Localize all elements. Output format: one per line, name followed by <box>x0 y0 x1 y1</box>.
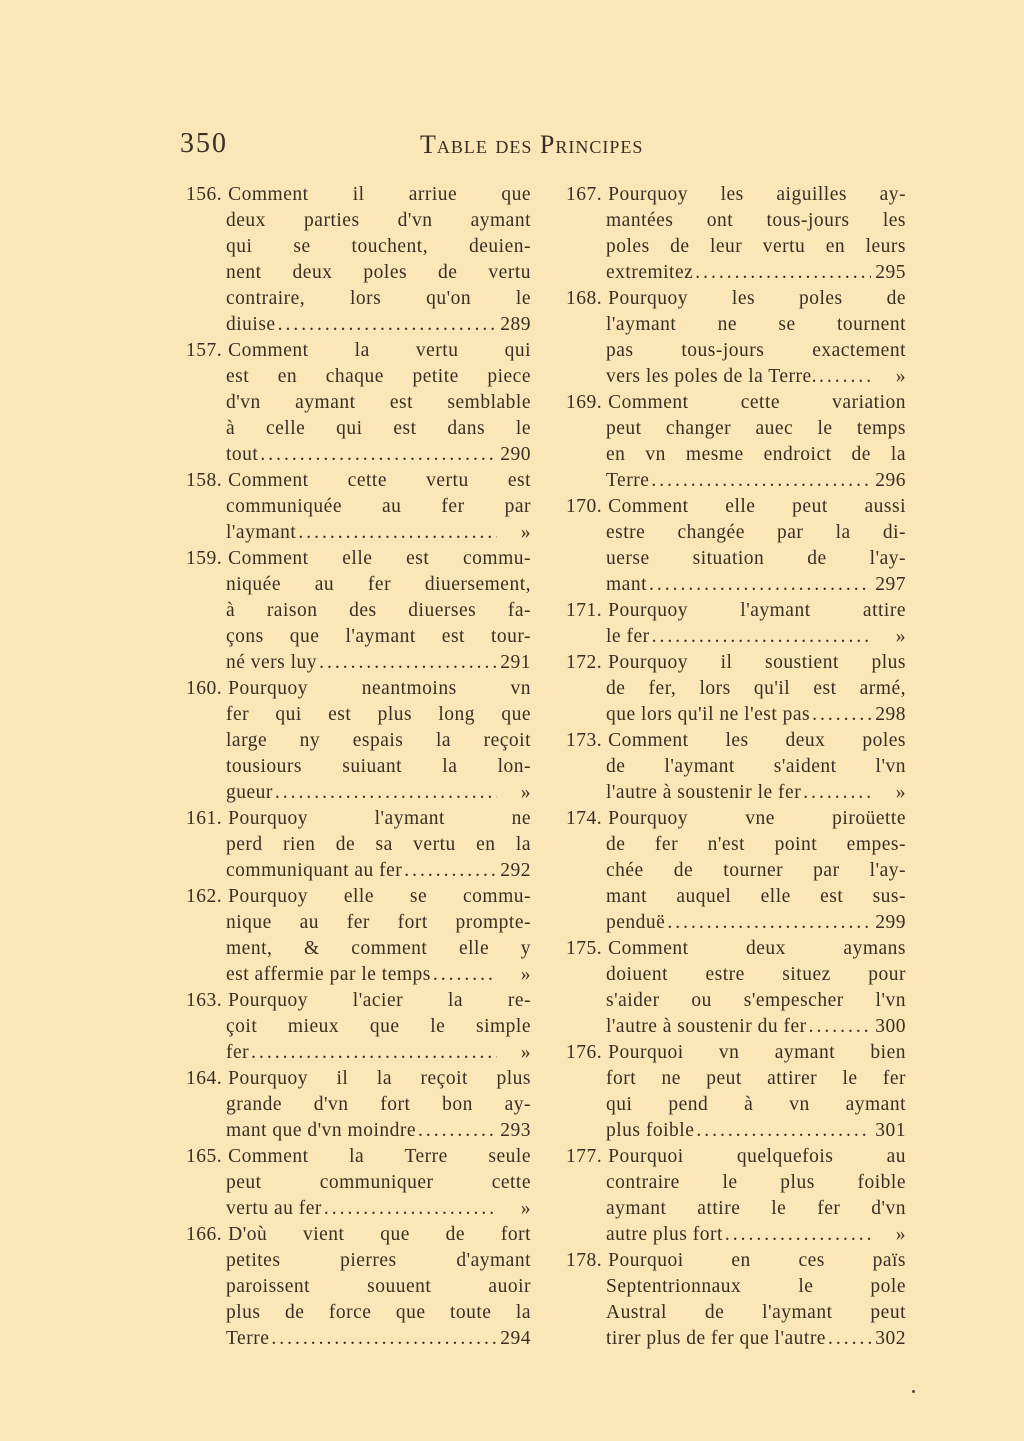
toc-entry-text: mant <box>606 574 647 595</box>
dot-leader <box>319 650 496 676</box>
toc-entry-line <box>186 728 531 754</box>
toc-page-ref: » <box>520 522 531 543</box>
toc-entry-line <box>186 1040 531 1066</box>
toc-entry-number: 171. <box>566 600 603 621</box>
dot-leader <box>828 1326 871 1352</box>
toc-entry-text: Pourquoi vn aymant bien <box>608 1042 906 1063</box>
toc-entry-line <box>186 494 531 520</box>
toc-entry-text: l'autre à soustenir le fer <box>606 782 802 803</box>
toc-entry <box>186 676 531 806</box>
toc-entry-text: qui se touchent, deuien- <box>226 236 531 257</box>
toc-entry-text: Pourquoy l'aymant ne <box>228 808 531 829</box>
toc-entry-line <box>566 1170 906 1196</box>
dot-leader <box>251 1040 497 1066</box>
toc-entry <box>186 182 531 338</box>
toc-page-ref: 298 <box>875 704 906 725</box>
toc-entry-number: 178. <box>566 1250 603 1271</box>
page-header <box>180 128 900 168</box>
toc-entry-line <box>566 1066 906 1092</box>
toc-entry-text: contraire le plus foible <box>606 1172 906 1193</box>
toc-page-ref: 295 <box>875 262 906 283</box>
toc-entry-line <box>186 1066 531 1092</box>
toc-entry-text: Comment cette variation <box>608 392 906 413</box>
toc-entry-text: ment, & comment elle y <box>226 938 531 959</box>
toc-entry-text: l'aymant ne se tournent <box>606 314 906 335</box>
toc-entry-line <box>566 858 906 884</box>
toc-entry-text: Pourquoy l'aymant attire <box>608 600 906 621</box>
toc-entry <box>186 1144 531 1222</box>
toc-entry-text: large ny espais la reçoit <box>226 730 531 751</box>
toc-page-ref: 296 <box>875 470 906 491</box>
toc-column-left <box>186 182 531 1352</box>
toc-entry-text: en vn mesme endroict de la <box>606 444 906 465</box>
toc-page-ref: 302 <box>875 1328 906 1349</box>
toc-entry-number: 170. <box>566 496 603 517</box>
toc-entry <box>566 494 906 598</box>
toc-entry-line <box>186 962 531 988</box>
dot-leader <box>695 260 871 286</box>
toc-entry <box>566 286 906 390</box>
toc-entry-text: nent deux poles de vertu <box>226 262 531 283</box>
toc-entry-text: est en chaque petite piece <box>226 366 531 387</box>
toc-entry-line <box>566 234 906 260</box>
toc-entry-line <box>186 1248 531 1274</box>
toc-entry-text: Comment deux aymans <box>608 938 906 959</box>
toc-entry-line <box>186 936 531 962</box>
toc-page-ref: » <box>520 1042 531 1063</box>
toc-entry-text: uerse situation de l'ay- <box>606 548 906 569</box>
toc-entry-line <box>186 442 531 468</box>
toc-entry-text: niquée au fer diuersement, <box>226 574 531 595</box>
dot-leader <box>278 312 497 338</box>
toc-entry-line <box>566 312 906 338</box>
toc-entry-line <box>186 1300 531 1326</box>
toc-entry-text: deux parties d'vn aymant <box>226 210 531 231</box>
toc-entry-text: çons que l'aymant est tour- <box>226 626 531 647</box>
toc-entry-number: 173. <box>566 730 603 751</box>
toc-entry-text: Pourquoy l'acier la re- <box>228 990 531 1011</box>
page-speck <box>912 1390 915 1393</box>
toc-entry-line <box>566 598 906 624</box>
toc-entry-line <box>186 260 531 286</box>
toc-entry <box>566 390 906 494</box>
dot-leader <box>696 1118 871 1144</box>
toc-entry-text: chée de tourner par l'ay- <box>606 860 906 881</box>
toc-entry-text: Comment il arriue que <box>228 184 531 205</box>
toc-entry-line <box>186 624 531 650</box>
toc-entry-line <box>566 1326 906 1352</box>
dot-leader <box>433 962 497 988</box>
toc-entry-line <box>186 1274 531 1300</box>
toc-entry-number: 157. <box>186 340 223 361</box>
toc-entry-line <box>566 936 906 962</box>
toc-entry-line <box>566 1040 906 1066</box>
toc-entry-text: tousiours suiuant la lon- <box>226 756 531 777</box>
toc-entry-number: 168. <box>566 288 603 309</box>
dot-leader <box>418 1118 496 1144</box>
toc-entry-line <box>566 676 906 702</box>
toc-entry <box>566 728 906 806</box>
toc-entry-number: 162. <box>186 886 223 907</box>
toc-entry-line <box>566 260 906 286</box>
toc-entry-text: doiuent estre situez pour <box>606 964 906 985</box>
dot-leader <box>298 520 497 546</box>
toc-entry-text: Pourquoy elle se commu- <box>228 886 531 907</box>
toc-entry <box>566 1144 906 1248</box>
toc-entry-line <box>566 520 906 546</box>
toc-entry-text: Septentrionnaux le pole <box>606 1276 906 1297</box>
toc-entry-line <box>186 286 531 312</box>
toc-entry-line <box>566 1144 906 1170</box>
toc-entry-text: pas tous-jours exactement <box>606 340 906 361</box>
toc-entry-text: Terre <box>606 470 650 491</box>
toc-entry-line <box>186 338 531 364</box>
toc-entry-text: l'aymant <box>226 522 297 543</box>
toc-page-ref: » <box>520 1198 531 1219</box>
running-title: Table des Principes <box>420 130 644 159</box>
toc-entry <box>186 806 531 884</box>
toc-entry-number: 158. <box>186 470 223 491</box>
toc-entry <box>566 806 906 936</box>
toc-entry-text: plus de force que toute la <box>226 1302 531 1323</box>
toc-entry-line <box>186 1144 531 1170</box>
toc-entry-text: contraire, lors qu'on le <box>226 288 531 309</box>
toc-entry-line <box>186 598 531 624</box>
toc-entry-line <box>186 208 531 234</box>
toc-entry-line <box>186 1092 531 1118</box>
toc-entry-line <box>566 754 906 780</box>
toc-entry-line <box>566 780 906 806</box>
toc-entry-text: Comment elle peut aussi <box>608 496 906 517</box>
toc-entry-number: 177. <box>566 1146 603 1167</box>
dot-leader <box>404 858 496 884</box>
toc-entry-line <box>566 624 906 650</box>
toc-entry-line <box>566 728 906 754</box>
toc-entry <box>186 1222 531 1352</box>
toc-page-ref: 294 <box>500 1328 531 1349</box>
toc-entry-text: D'où vient que de fort <box>228 1224 531 1245</box>
toc-entry-text: que lors qu'il ne l'est pas <box>606 704 811 725</box>
toc-page-ref: 292 <box>500 860 531 881</box>
dot-leader <box>649 572 871 598</box>
toc-entry-line <box>566 1274 906 1300</box>
toc-entry-number: 174. <box>566 808 603 829</box>
toc-entry <box>186 468 531 546</box>
toc-entry-text: Comment elle est commu- <box>228 548 531 569</box>
dot-leader <box>271 1326 496 1352</box>
toc-entry-number: 167. <box>566 184 603 205</box>
toc-entry-text: Austral de l'aymant peut <box>606 1302 906 1323</box>
toc-entry-text: extremitez <box>606 262 694 283</box>
toc-entry-line <box>566 832 906 858</box>
toc-entry <box>186 988 531 1066</box>
toc-entry-text: estre changée par la di- <box>606 522 906 543</box>
toc-entry-line <box>186 312 531 338</box>
toc-entry <box>186 1066 531 1144</box>
toc-column-right <box>566 182 906 1352</box>
toc-page-ref: 290 <box>500 444 531 465</box>
toc-entry-text: est affermie par le temps <box>226 964 431 985</box>
toc-entry-line <box>186 1170 531 1196</box>
toc-entry-text: Terre <box>226 1328 270 1349</box>
dot-leader <box>725 1222 872 1248</box>
dot-leader <box>651 468 871 494</box>
toc-entry-line <box>186 182 531 208</box>
dot-leader <box>275 780 497 806</box>
toc-page-ref: 293 <box>500 1120 531 1141</box>
toc-entry-number: 172. <box>566 652 603 673</box>
toc-entry-line <box>186 1014 531 1040</box>
toc-entry-text: Pourquoy les aiguilles ay- <box>608 184 906 205</box>
toc-entry-text: peut communiquer cette <box>226 1172 531 1193</box>
toc-page-ref: » <box>895 626 906 647</box>
toc-entry-line <box>186 416 531 442</box>
toc-entry-line <box>566 1092 906 1118</box>
toc-entry-text: Pourquoy il la reçoit plus <box>228 1068 531 1089</box>
toc-entry-text: diuise <box>226 314 276 335</box>
toc-entry-text: vers les poles de la Terre. <box>606 366 818 387</box>
toc-entry-number: 175. <box>566 938 603 959</box>
toc-entry-line <box>566 1196 906 1222</box>
toc-entry <box>566 1040 906 1144</box>
toc-entry-text: fer qui est plus long que <box>226 704 531 725</box>
dot-leader <box>260 442 496 468</box>
toc-page-ref: » <box>895 366 906 387</box>
toc-entry-text: né vers luy <box>226 652 318 673</box>
toc-entry-number: 165. <box>186 1146 223 1167</box>
toc-entry-number: 176. <box>566 1042 603 1063</box>
toc-entry-number: 159. <box>186 548 223 569</box>
toc-entry-text: Comment cette vertu est <box>228 470 531 491</box>
toc-entry-line <box>186 858 531 884</box>
toc-entry-line <box>186 702 531 728</box>
toc-entry-text: le fer <box>606 626 650 647</box>
toc-entry-text: poles de leur vertu en leurs <box>606 236 906 257</box>
toc-entry-text: çoit mieux que le simple <box>226 1016 531 1037</box>
toc-entry-line <box>566 1014 906 1040</box>
toc-entry-line <box>566 1222 906 1248</box>
toc-entry-number: 156. <box>186 184 223 205</box>
toc-entry-line <box>186 832 531 858</box>
toc-entry-text: plus foible <box>606 1120 695 1141</box>
dot-leader <box>324 1196 497 1222</box>
toc-entry-text: qui pend à vn aymant <box>606 1094 906 1115</box>
toc-entry-line <box>186 390 531 416</box>
toc-entry-line <box>186 754 531 780</box>
toc-entry-number: 166. <box>186 1224 223 1245</box>
dot-leader <box>809 1014 872 1040</box>
toc-entry <box>566 650 906 728</box>
toc-entry-text: paroissent souuent auoir <box>226 1276 531 1297</box>
toc-entry <box>186 884 531 988</box>
toc-entry-text: Pourquoi en ces païs <box>608 1250 906 1271</box>
toc-entry-line <box>566 806 906 832</box>
toc-entry <box>186 338 531 468</box>
toc-entry-line <box>186 520 531 546</box>
toc-entry-text: Pourquoy vne piroüette <box>608 808 906 829</box>
toc-page-ref: 300 <box>875 1016 906 1037</box>
toc-entry-line <box>186 234 531 260</box>
toc-entry-number: 163. <box>186 990 223 1011</box>
toc-entry-line <box>186 1118 531 1144</box>
toc-entry-text: communiquant au fer <box>226 860 403 881</box>
toc-entry-text: Pourquoy il soustient plus <box>608 652 906 673</box>
toc-entry-text: communiquée au fer par <box>226 496 531 517</box>
dot-leader <box>803 780 872 806</box>
toc-entry <box>186 546 531 676</box>
toc-entry-text: tout <box>226 444 259 465</box>
toc-entry-line <box>566 286 906 312</box>
toc-entry-line <box>566 650 906 676</box>
toc-entry-line <box>186 910 531 936</box>
toc-entry <box>566 182 906 286</box>
toc-page-ref: 289 <box>500 314 531 335</box>
toc-page-ref: » <box>520 964 531 985</box>
toc-entry <box>566 1248 906 1352</box>
toc-page-ref: 301 <box>875 1120 906 1141</box>
toc-entry-text: Comment la Terre seule <box>228 1146 531 1167</box>
toc-entry-text: de l'aymant s'aident l'vn <box>606 756 906 777</box>
toc-entry-text: à raison des diuerses fa- <box>226 600 531 621</box>
toc-entry-line <box>186 468 531 494</box>
toc-entry-text: fer <box>226 1042 250 1063</box>
toc-entry-number: 160. <box>186 678 223 699</box>
toc-entry-text: Comment les deux poles <box>608 730 906 751</box>
toc-entry-line <box>186 546 531 572</box>
toc-entry-text: Comment la vertu qui <box>228 340 531 361</box>
toc-entry-line <box>566 546 906 572</box>
toc-entry-number: 164. <box>186 1068 223 1089</box>
toc-entry-line <box>566 884 906 910</box>
toc-entry-text: petites pierres d'aymant <box>226 1250 531 1271</box>
dot-leader <box>667 910 871 936</box>
toc-entry-line <box>566 1300 906 1326</box>
toc-entry-text: fort ne peut attirer le fer <box>606 1068 906 1089</box>
toc-page-ref: 291 <box>500 652 531 673</box>
toc-entry-line <box>566 494 906 520</box>
toc-entry-text: de fer, lors qu'il est armé, <box>606 678 906 699</box>
toc-entry-line <box>566 702 906 728</box>
toc-entry-text: aymant attire le fer d'vn <box>606 1198 906 1219</box>
toc-entry-text: Pourquoy les poles de <box>608 288 906 309</box>
toc-entry-line <box>566 338 906 364</box>
toc-entry-text: gueur <box>226 782 273 803</box>
toc-entry-line <box>186 1222 531 1248</box>
dot-leader <box>652 624 872 650</box>
dot-leader <box>819 364 872 390</box>
toc-entry-text: s'aider ou s'empescher l'vn <box>606 990 906 1011</box>
toc-entry-line <box>566 1118 906 1144</box>
toc-entry-line <box>566 208 906 234</box>
dot-leader <box>812 702 871 728</box>
toc-entry <box>566 936 906 1040</box>
toc-page-ref: » <box>895 782 906 803</box>
toc-entry-text: l'autre à soustenir du fer <box>606 1016 807 1037</box>
toc-entry-text: penduë <box>606 912 666 933</box>
toc-entry-text: Pourquoi quelquefois au <box>608 1146 906 1167</box>
toc-entry-line <box>566 182 906 208</box>
toc-entry-text: nique au fer fort prompte- <box>226 912 531 933</box>
toc-entry-text: vertu au fer <box>226 1198 322 1219</box>
toc-entry-text: Pourquoy neantmoins vn <box>228 678 531 699</box>
toc-entry-line <box>186 988 531 1014</box>
page-number: 350 <box>180 128 228 159</box>
toc-entry-text: tirer plus de fer que l'autre <box>606 1328 826 1349</box>
toc-entry-text: autre plus fort <box>606 1224 723 1245</box>
toc-entry-line <box>566 442 906 468</box>
toc-entry-number: 161. <box>186 808 223 829</box>
toc-entry <box>566 598 906 650</box>
toc-entry-text: mant auquel elle est sus- <box>606 886 906 907</box>
toc-entry-text: perd rien de sa vertu en la <box>226 834 531 855</box>
toc-page-ref: 299 <box>875 912 906 933</box>
toc-entry-line <box>186 780 531 806</box>
toc-entry-line <box>186 1326 531 1352</box>
toc-entry-text: à celle qui est dans le <box>226 418 531 439</box>
toc-entry-line <box>186 650 531 676</box>
toc-entry-line <box>566 962 906 988</box>
toc-entry-text: peut changer auec le temps <box>606 418 906 439</box>
toc-entry-line <box>566 468 906 494</box>
toc-entry-line <box>566 572 906 598</box>
toc-entry-line <box>566 988 906 1014</box>
toc-entry-line <box>566 416 906 442</box>
toc-entry-line <box>566 1248 906 1274</box>
toc-entry-number: 169. <box>566 392 603 413</box>
toc-entry-line <box>186 572 531 598</box>
toc-entry-line <box>186 676 531 702</box>
toc-entry-line <box>186 884 531 910</box>
toc-entry-line <box>186 364 531 390</box>
toc-page-ref: » <box>520 782 531 803</box>
toc-entry-line <box>566 910 906 936</box>
toc-page-ref: » <box>895 1224 906 1245</box>
toc-page-ref: 297 <box>875 574 906 595</box>
toc-entry-line <box>186 806 531 832</box>
toc-entry-text: d'vn aymant est semblable <box>226 392 531 413</box>
toc-entry-text: mantées ont tous-jours les <box>606 210 906 231</box>
toc-entry-text: de fer n'est point empes- <box>606 834 906 855</box>
toc-entry-line <box>566 390 906 416</box>
toc-entry-text: mant que d'vn moindre <box>226 1120 417 1141</box>
toc-entry-line <box>186 1196 531 1222</box>
toc-entry-text: grande d'vn fort bon ay- <box>226 1094 531 1115</box>
toc-entry-line <box>566 364 906 390</box>
